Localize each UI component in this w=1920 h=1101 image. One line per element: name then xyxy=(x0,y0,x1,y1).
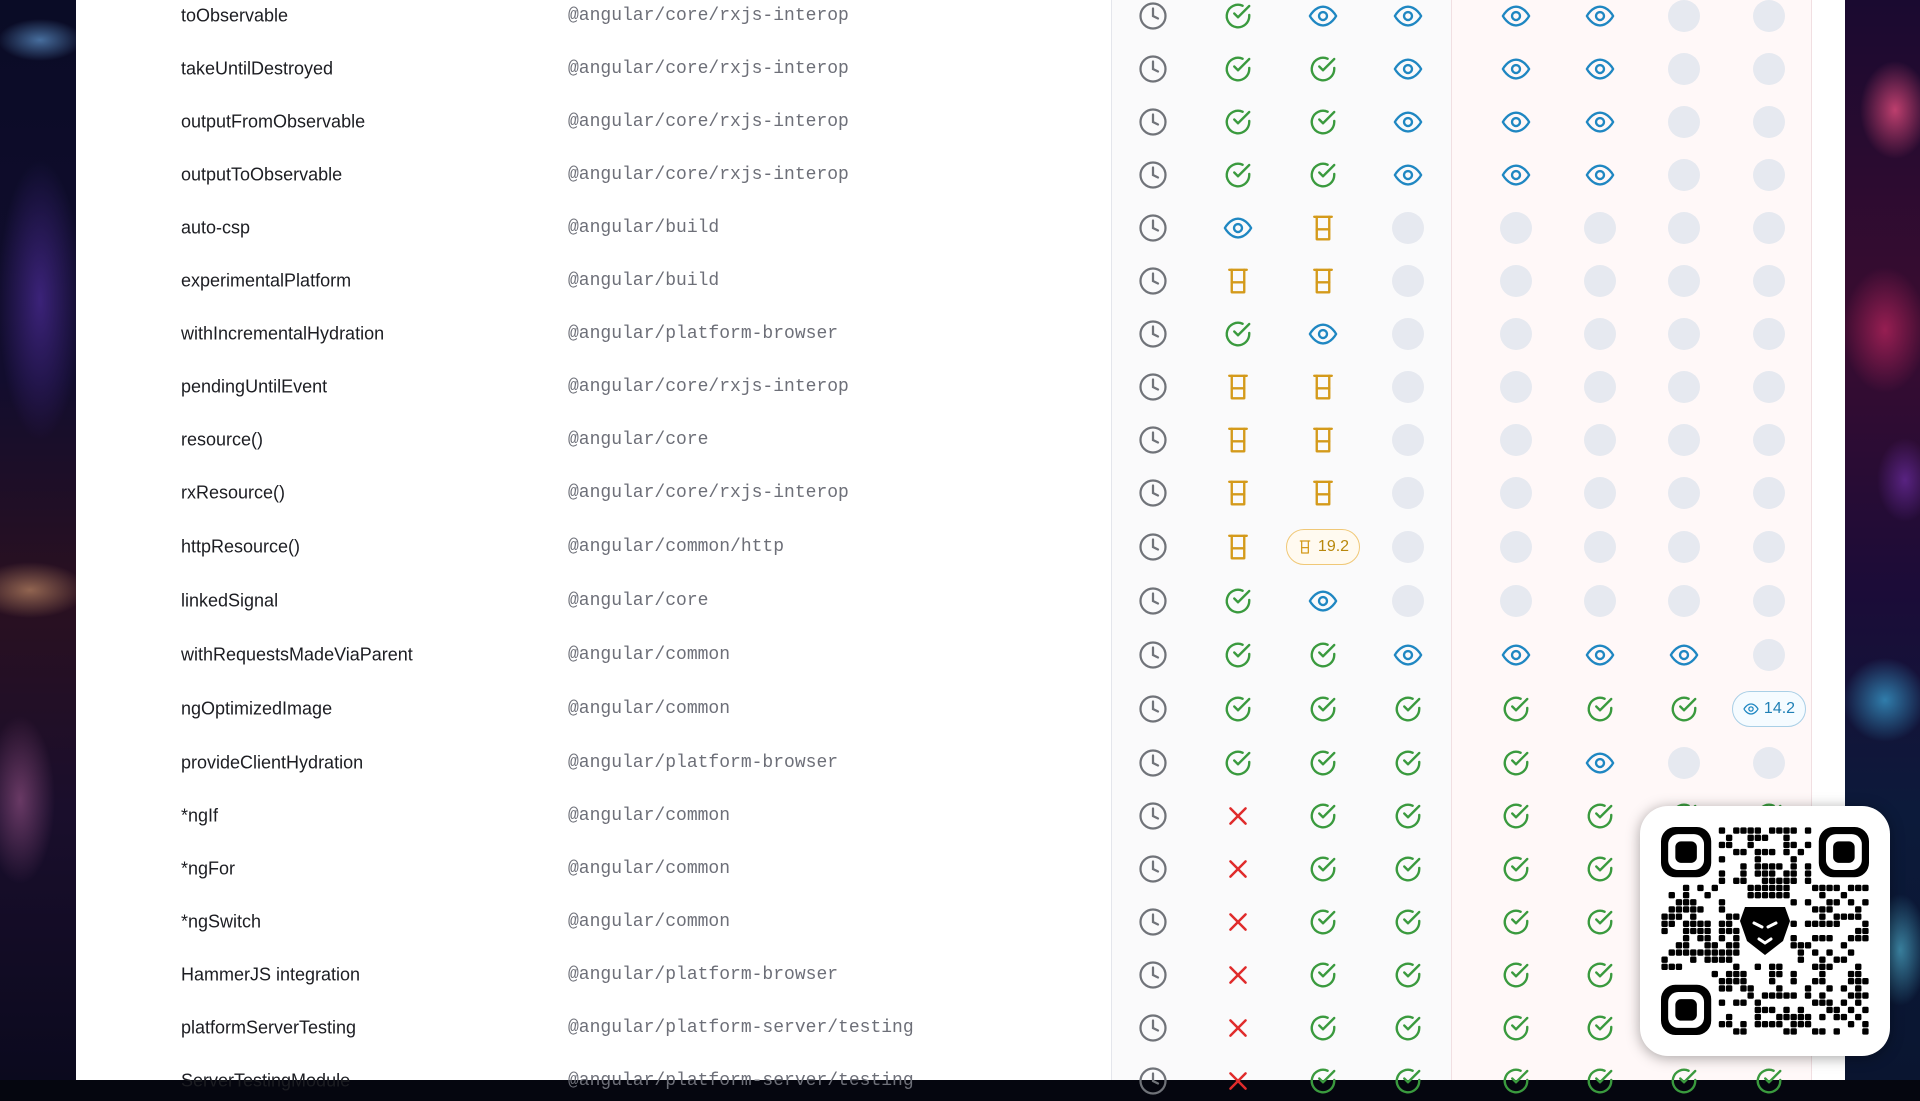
eye-icon xyxy=(1743,701,1759,717)
check-circle-icon xyxy=(1570,955,1630,995)
empty-status xyxy=(1739,0,1799,36)
empty-dot xyxy=(1668,106,1700,138)
empty-dot xyxy=(1500,371,1532,403)
table-row xyxy=(76,208,1845,248)
table-row xyxy=(76,955,1845,995)
clock-icon xyxy=(1123,635,1183,675)
feature-name: pendingUntilEvent xyxy=(181,376,328,397)
feature-name: httpResource() xyxy=(181,536,301,557)
empty-dot xyxy=(1753,265,1785,297)
table-row xyxy=(76,49,1845,89)
empty-dot xyxy=(1753,0,1785,32)
beaker-icon xyxy=(1208,420,1268,460)
package-name: @angular/core/rxjs-interop xyxy=(568,59,849,79)
clock-icon xyxy=(1123,208,1183,248)
check-circle-icon xyxy=(1570,796,1630,836)
empty-dot xyxy=(1392,531,1424,563)
check-circle-icon xyxy=(1739,1061,1799,1101)
table-row xyxy=(76,689,1845,729)
clock-icon xyxy=(1123,689,1183,729)
feature-name: withRequestsMadeViaParent xyxy=(181,644,413,665)
x-icon xyxy=(1208,1061,1268,1101)
empty-status xyxy=(1739,420,1799,460)
table-row xyxy=(76,102,1845,142)
feature-status-table xyxy=(76,0,1845,1091)
check-circle-icon xyxy=(1208,102,1268,142)
check-circle-icon xyxy=(1293,635,1353,675)
clock-icon xyxy=(1123,849,1183,889)
empty-status xyxy=(1739,367,1799,407)
check-circle-icon xyxy=(1486,902,1546,942)
eye-icon xyxy=(1570,0,1630,36)
check-circle-icon xyxy=(1293,743,1353,783)
check-circle-icon xyxy=(1293,796,1353,836)
x-icon xyxy=(1208,902,1268,942)
empty-dot xyxy=(1584,424,1616,456)
empty-dot xyxy=(1668,424,1700,456)
clock-icon xyxy=(1123,261,1183,301)
check-circle-icon xyxy=(1293,1061,1353,1101)
eye-icon xyxy=(1293,314,1353,354)
feature-name: *ngSwitch xyxy=(181,911,262,932)
eye-icon xyxy=(1293,0,1353,36)
package-name: @angular/core/rxjs-interop xyxy=(568,112,849,132)
beaker-icon xyxy=(1293,473,1353,513)
empty-status xyxy=(1486,581,1546,621)
feature-name: rxResource() xyxy=(181,482,286,503)
package-name: @angular/common xyxy=(568,806,731,826)
package-name: @angular/common xyxy=(568,859,731,879)
clock-icon xyxy=(1123,796,1183,836)
package-name: @angular/platform-browser xyxy=(568,324,839,344)
eye-icon xyxy=(1378,102,1438,142)
check-circle-icon xyxy=(1208,155,1268,195)
check-circle-icon xyxy=(1208,581,1268,621)
package-name: @angular/common/http xyxy=(568,537,785,557)
eye-icon xyxy=(1486,635,1546,675)
table-row xyxy=(76,473,1845,513)
empty-status xyxy=(1739,635,1799,675)
empty-dot xyxy=(1668,318,1700,350)
check-circle-icon xyxy=(1378,689,1438,729)
empty-status xyxy=(1570,473,1630,513)
feature-name: outputToObservable xyxy=(181,164,343,185)
check-circle-icon xyxy=(1378,849,1438,889)
empty-dot xyxy=(1392,585,1424,617)
empty-dot xyxy=(1753,747,1785,779)
empty-dot xyxy=(1392,318,1424,350)
eye-icon xyxy=(1378,49,1438,89)
empty-status xyxy=(1378,581,1438,621)
empty-status xyxy=(1739,527,1799,567)
eye-icon xyxy=(1486,102,1546,142)
version-badge xyxy=(1278,527,1368,567)
empty-status xyxy=(1739,743,1799,783)
feature-name: platformServerTesting xyxy=(181,1017,357,1038)
table-row xyxy=(76,155,1845,195)
table-row xyxy=(76,902,1845,942)
table-row xyxy=(76,261,1845,301)
check-circle-icon xyxy=(1486,796,1546,836)
clock-icon xyxy=(1123,367,1183,407)
beaker-icon xyxy=(1208,527,1268,567)
eye-icon xyxy=(1486,49,1546,89)
package-name: @angular/platform-browser xyxy=(568,965,839,985)
beaker-icon xyxy=(1208,473,1268,513)
empty-status xyxy=(1739,261,1799,301)
feature-name: outputFromObservable xyxy=(181,111,366,132)
check-circle-icon xyxy=(1570,1061,1630,1101)
empty-dot xyxy=(1584,477,1616,509)
feature-name: provideClientHydration xyxy=(181,752,364,773)
table-row xyxy=(76,635,1845,675)
empty-status xyxy=(1654,473,1714,513)
check-circle-icon xyxy=(1570,1008,1630,1048)
empty-dot xyxy=(1584,212,1616,244)
empty-status xyxy=(1570,367,1630,407)
eye-icon xyxy=(1570,635,1630,675)
beaker-icon xyxy=(1208,261,1268,301)
empty-status xyxy=(1378,367,1438,407)
table-row xyxy=(76,581,1845,621)
beaker-icon xyxy=(1293,367,1353,407)
eye-icon xyxy=(1208,208,1268,248)
empty-dot xyxy=(1668,265,1700,297)
feature-name: *ngFor xyxy=(181,858,236,879)
feature-name: HammerJS integration xyxy=(181,964,361,985)
feature-name: auto-csp xyxy=(181,217,251,238)
package-name: @angular/common xyxy=(568,645,731,665)
check-circle-icon xyxy=(1293,689,1353,729)
clock-icon xyxy=(1123,581,1183,621)
x-icon xyxy=(1208,955,1268,995)
empty-status xyxy=(1654,49,1714,89)
empty-status xyxy=(1570,314,1630,354)
empty-status xyxy=(1654,261,1714,301)
check-circle-icon xyxy=(1486,849,1546,889)
check-circle-icon xyxy=(1208,314,1268,354)
empty-dot xyxy=(1668,159,1700,191)
table-row xyxy=(76,367,1845,407)
check-circle-icon xyxy=(1293,955,1353,995)
eye-icon xyxy=(1486,0,1546,36)
empty-dot xyxy=(1500,424,1532,456)
empty-dot xyxy=(1668,585,1700,617)
table-row xyxy=(76,0,1845,36)
eye-icon xyxy=(1378,0,1438,36)
empty-status xyxy=(1486,314,1546,354)
check-circle-icon xyxy=(1570,849,1630,889)
eye-icon xyxy=(1570,155,1630,195)
clock-icon xyxy=(1123,1061,1183,1101)
empty-status xyxy=(1378,261,1438,301)
empty-dot xyxy=(1753,106,1785,138)
empty-status xyxy=(1378,208,1438,248)
table-row xyxy=(76,314,1845,354)
package-name: @angular/core/rxjs-interop xyxy=(568,6,849,26)
check-circle-icon xyxy=(1378,955,1438,995)
empty-dot xyxy=(1584,585,1616,617)
empty-status xyxy=(1486,420,1546,460)
empty-status xyxy=(1654,155,1714,195)
check-circle-icon xyxy=(1293,1008,1353,1048)
empty-status xyxy=(1654,367,1714,407)
feature-name: *ngIf xyxy=(181,805,219,826)
check-circle-icon xyxy=(1570,689,1630,729)
empty-status xyxy=(1654,102,1714,142)
empty-dot xyxy=(1392,265,1424,297)
empty-dot xyxy=(1584,318,1616,350)
feature-name: linkedSignal xyxy=(181,590,279,611)
empty-dot xyxy=(1584,371,1616,403)
empty-dot xyxy=(1753,159,1785,191)
empty-status xyxy=(1570,581,1630,621)
empty-status xyxy=(1378,314,1438,354)
package-name: @angular/common xyxy=(568,912,731,932)
empty-status xyxy=(1654,527,1714,567)
empty-dot xyxy=(1668,477,1700,509)
empty-dot xyxy=(1753,53,1785,85)
empty-status xyxy=(1739,581,1799,621)
package-name: @angular/platform-server/testing xyxy=(568,1018,914,1038)
check-circle-icon xyxy=(1293,102,1353,142)
empty-status xyxy=(1654,743,1714,783)
empty-status xyxy=(1739,314,1799,354)
beaker-icon xyxy=(1293,208,1353,248)
package-name: @angular/common xyxy=(568,699,731,719)
feature-name: ngOptimizedImage xyxy=(181,698,333,719)
empty-status xyxy=(1739,473,1799,513)
empty-status xyxy=(1570,420,1630,460)
table-row xyxy=(76,849,1845,889)
empty-dot xyxy=(1584,265,1616,297)
empty-dot xyxy=(1753,639,1785,671)
beaker-icon xyxy=(1293,261,1353,301)
feature-name: resource() xyxy=(181,429,264,450)
empty-status xyxy=(1570,208,1630,248)
table-row xyxy=(76,1061,1845,1101)
empty-status xyxy=(1654,581,1714,621)
package-name: @angular/core xyxy=(568,591,709,611)
x-icon xyxy=(1208,849,1268,889)
clock-icon xyxy=(1123,955,1183,995)
eye-icon xyxy=(1570,743,1630,783)
check-circle-icon xyxy=(1486,743,1546,783)
package-name: @angular/core/rxjs-interop xyxy=(568,377,849,397)
version-badge xyxy=(1724,689,1814,729)
version-label: 14.2 xyxy=(1763,700,1796,717)
table-row xyxy=(76,796,1845,836)
check-circle-icon xyxy=(1293,902,1353,942)
check-circle-icon xyxy=(1208,49,1268,89)
version-pill xyxy=(1286,529,1360,565)
eye-icon xyxy=(1654,635,1714,675)
feature-name: experimentalPlatform xyxy=(181,270,352,291)
empty-status xyxy=(1654,314,1714,354)
check-circle-icon xyxy=(1654,689,1714,729)
eye-icon xyxy=(1570,49,1630,89)
empty-dot xyxy=(1500,585,1532,617)
table-row xyxy=(76,420,1845,460)
empty-dot xyxy=(1753,531,1785,563)
empty-dot xyxy=(1500,212,1532,244)
clock-icon xyxy=(1123,155,1183,195)
eye-icon xyxy=(1570,102,1630,142)
empty-status xyxy=(1486,261,1546,301)
clock-icon xyxy=(1123,314,1183,354)
empty-dot xyxy=(1753,318,1785,350)
qr-code-icon xyxy=(1661,827,1869,1035)
empty-dot xyxy=(1500,265,1532,297)
beaker-icon xyxy=(1297,539,1313,555)
empty-dot xyxy=(1500,318,1532,350)
empty-dot xyxy=(1392,477,1424,509)
feature-name: toObservable xyxy=(181,5,289,26)
empty-status xyxy=(1654,208,1714,248)
eye-icon xyxy=(1378,155,1438,195)
clock-icon xyxy=(1123,1008,1183,1048)
check-circle-icon xyxy=(1570,902,1630,942)
empty-status xyxy=(1378,473,1438,513)
clock-icon xyxy=(1123,527,1183,567)
empty-dot xyxy=(1753,585,1785,617)
check-circle-icon xyxy=(1208,689,1268,729)
empty-status xyxy=(1570,261,1630,301)
version-pill xyxy=(1732,691,1806,727)
package-name: @angular/platform-browser xyxy=(568,753,839,773)
package-name: @angular/core/rxjs-interop xyxy=(568,165,849,185)
check-circle-icon xyxy=(1378,1061,1438,1101)
eye-icon xyxy=(1293,581,1353,621)
feature-name: ServerTestingModule xyxy=(181,1070,351,1091)
check-circle-icon xyxy=(1293,49,1353,89)
empty-dot xyxy=(1753,212,1785,244)
beaker-icon xyxy=(1293,420,1353,460)
table-row xyxy=(76,1008,1845,1048)
package-name: @angular/build xyxy=(568,271,720,291)
empty-status xyxy=(1739,155,1799,195)
check-circle-icon xyxy=(1293,155,1353,195)
clock-icon xyxy=(1123,49,1183,89)
package-name: @angular/core xyxy=(568,430,709,450)
empty-dot xyxy=(1668,0,1700,32)
eye-icon xyxy=(1486,155,1546,195)
check-circle-icon xyxy=(1208,743,1268,783)
check-circle-icon xyxy=(1486,689,1546,729)
empty-status xyxy=(1654,0,1714,36)
table-row xyxy=(76,527,1845,567)
empty-status xyxy=(1739,49,1799,89)
empty-dot xyxy=(1500,477,1532,509)
empty-status xyxy=(1378,527,1438,567)
empty-dot xyxy=(1753,371,1785,403)
check-circle-icon xyxy=(1378,1008,1438,1048)
empty-status xyxy=(1486,527,1546,567)
empty-status xyxy=(1739,102,1799,142)
empty-dot xyxy=(1668,53,1700,85)
eye-icon xyxy=(1378,635,1438,675)
empty-status xyxy=(1486,208,1546,248)
empty-status xyxy=(1654,420,1714,460)
empty-status xyxy=(1739,208,1799,248)
table-row xyxy=(76,743,1845,783)
qr-code-card xyxy=(1640,806,1890,1056)
empty-dot xyxy=(1668,531,1700,563)
version-label: 19.2 xyxy=(1317,538,1350,555)
beaker-icon xyxy=(1208,367,1268,407)
check-circle-icon xyxy=(1293,849,1353,889)
package-name: @angular/platform-server/testing xyxy=(568,1071,914,1091)
empty-status xyxy=(1378,420,1438,460)
check-circle-icon xyxy=(1378,796,1438,836)
space-background-left xyxy=(0,0,76,1080)
empty-dot xyxy=(1392,424,1424,456)
check-circle-icon xyxy=(1208,635,1268,675)
check-circle-icon xyxy=(1486,1008,1546,1048)
check-circle-icon xyxy=(1378,902,1438,942)
check-circle-icon xyxy=(1654,1061,1714,1101)
clock-icon xyxy=(1123,473,1183,513)
check-circle-icon xyxy=(1208,0,1268,36)
clock-icon xyxy=(1123,420,1183,460)
feature-name: withIncrementalHydration xyxy=(181,323,385,344)
empty-dot xyxy=(1753,424,1785,456)
package-name: @angular/core/rxjs-interop xyxy=(568,483,849,503)
empty-dot xyxy=(1392,212,1424,244)
empty-status xyxy=(1486,367,1546,407)
empty-dot xyxy=(1584,531,1616,563)
empty-dot xyxy=(1392,371,1424,403)
empty-dot xyxy=(1668,212,1700,244)
clock-icon xyxy=(1123,102,1183,142)
empty-dot xyxy=(1500,531,1532,563)
check-circle-icon xyxy=(1486,1061,1546,1101)
empty-dot xyxy=(1753,477,1785,509)
empty-dot xyxy=(1668,747,1700,779)
empty-status xyxy=(1486,473,1546,513)
clock-icon xyxy=(1123,743,1183,783)
x-icon xyxy=(1208,1008,1268,1048)
check-circle-icon xyxy=(1486,955,1546,995)
empty-dot xyxy=(1668,371,1700,403)
clock-icon xyxy=(1123,0,1183,36)
clock-icon xyxy=(1123,902,1183,942)
empty-status xyxy=(1570,527,1630,567)
package-name: @angular/build xyxy=(568,218,720,238)
feature-name: takeUntilDestroyed xyxy=(181,58,334,79)
check-circle-icon xyxy=(1378,743,1438,783)
x-icon xyxy=(1208,796,1268,836)
